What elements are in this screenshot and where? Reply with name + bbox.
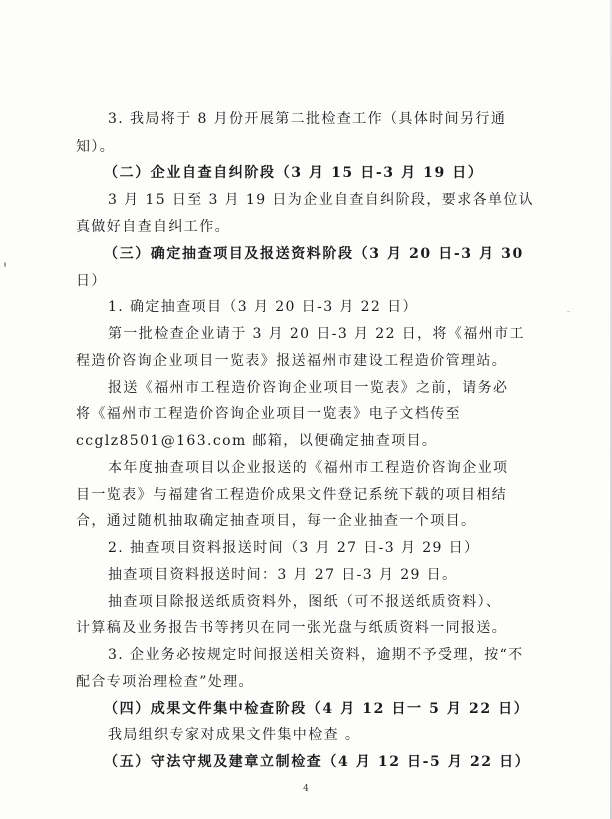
- paragraph-line: 合，通过随机抽取确定抽查项目，每一企业抽查一个项目。: [76, 513, 477, 529]
- section-heading: （五）守法守规及建章立制检查（4 月 12 日-5 月 22 日）: [104, 754, 531, 770]
- scan-speck: [4, 262, 6, 267]
- paragraph-line: 本年度抽查项目以企业报送的《福州市工程造价咨询企业项: [108, 460, 509, 476]
- section-heading: （四）成果文件集中检查阶段（4 月 12 日一 5 月 22 日）: [104, 701, 530, 717]
- paragraph-line: 3. 企业务必按规定时间报送相关资料，逾期不予受理，按“不: [108, 647, 524, 663]
- paragraph-line: 将《福州市工程造价咨询企业项目一览表》电子文档传至: [76, 406, 461, 422]
- paragraph-line: 抽查项目除报送纸质资料外，图纸（可不报送纸质资料）、: [108, 594, 502, 610]
- paragraph-line: 第一批检查企业请于 3 月 20 日-3 月 22 日，将《福州市工: [108, 326, 525, 342]
- subsection-heading: 2. 抽查项目资料报送时间（3 月 27 日-3 月 29 日）: [108, 540, 480, 556]
- scan-speck: [567, 311, 570, 312]
- paragraph-line: 3. 我局将于 8 月份开展第二批检查工作（具体时间另行通: [108, 111, 507, 127]
- section-heading-continued: 日）: [76, 273, 107, 289]
- paragraph-line: 真做好自查自纠工作。: [76, 219, 230, 235]
- paragraph-line: 抽查项目资料报送时间：3 月 27 日-3 月 29 日。: [108, 567, 458, 583]
- email-line: ccglz8501@163.com 邮箱，以便确定抽查项目。: [76, 433, 438, 449]
- paragraph-line: 我局组织专家对成果文件集中检查 。: [108, 727, 361, 743]
- paragraph-line: 报送《福州市工程造价咨询企业项目一览表》之前，请务必: [108, 380, 509, 396]
- paragraph-line: 3 月 15 日至 3 月 19 日为企业自查自纠阶段，要求各单位认: [108, 192, 535, 208]
- section-heading: （二）企业自查自纠阶段（3 月 15 日-3 月 19 日）: [104, 165, 484, 181]
- paragraph-line: 计算稿及业务报告书等拷贝在同一张光盘与纸质资料一同报送。: [76, 620, 508, 636]
- section-heading: （三）确定抽查项目及报送资料阶段（3 月 20 日-3 月 30: [104, 246, 524, 262]
- subsection-heading: 1. 确定抽查项目（3 月 20 日-3 月 22 日）: [108, 299, 418, 315]
- paragraph-line: 配合专项治理检查”处理。: [76, 674, 254, 690]
- paragraph-line: 知）。: [76, 139, 116, 155]
- page-number: 4: [303, 784, 309, 794]
- paragraph-line: 目一览表》与福建省工程造价成果文件登记系统下载的项目相结: [76, 487, 508, 503]
- paragraph-line: 程造价咨询企业项目一览表》报送福州市建设工程造价管理站。: [76, 353, 508, 369]
